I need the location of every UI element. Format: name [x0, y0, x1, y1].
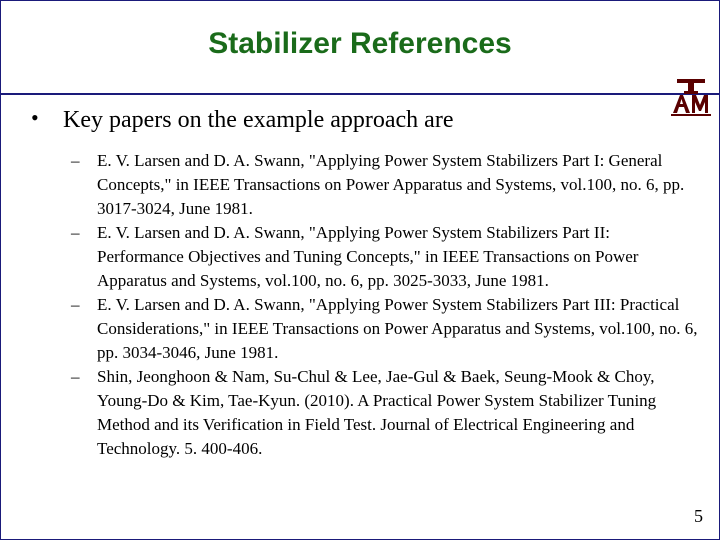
tamu-logo-icon: [669, 77, 713, 117]
reference-item: [71, 293, 701, 365]
page-number: 5: [694, 506, 703, 526]
reference-text: E. V. Larsen and D. A. Swann, "Applying Power System Stabilizers Part I: General Concepts," in IEEE Transactions on Power Apparatus and Systems, vol.100, no. 6, pp. 3017-3024, June 1981.: [97, 151, 685, 218]
reference-item: [71, 149, 701, 221]
reference-item: [71, 365, 701, 461]
dash-icon: –: [71, 151, 80, 170]
slide-title: Stabilizer References: [208, 27, 512, 60]
dash-icon: –: [71, 367, 80, 386]
main-bullet-text: Key papers on the example approach are: [63, 107, 454, 133]
bullet-dot-icon: •: [31, 105, 39, 130]
reference-list: [71, 149, 701, 461]
dash-icon: –: [71, 295, 80, 314]
title-bar: [1, 1, 719, 95]
dash-icon: –: [71, 223, 80, 242]
reference-text: E. V. Larsen and D. A. Swann, "Applying Power System Stabilizers Part III: Practical Considerations," in IEEE Transactions on Power Apparatus and Systems, vol.100, no. 6, pp. 3034-3046, June 1981.: [97, 295, 698, 362]
reference-text: Shin, Jeonghoon & Nam, Su-Chul & Lee, Jae-Gul & Baek, Seung-Mook & Choy, Young-Do & Kim, Tae-Kyun. (2010). A Practical Power System Stabilizer Tuning Method and its Verification in Field Test. Journal of Electrical Engineering and Technology. 5. 400-406.: [97, 367, 657, 458]
reference-item: [71, 221, 701, 293]
reference-text: E. V. Larsen and D. A. Swann, "Applying Power System Stabilizers Part II: Performance Objectives and Tuning Concepts," in IEEE Transactions on Power Apparatus and Systems, vol.100, no. 6, pp. 3025-3033, June 1981.: [97, 223, 639, 290]
